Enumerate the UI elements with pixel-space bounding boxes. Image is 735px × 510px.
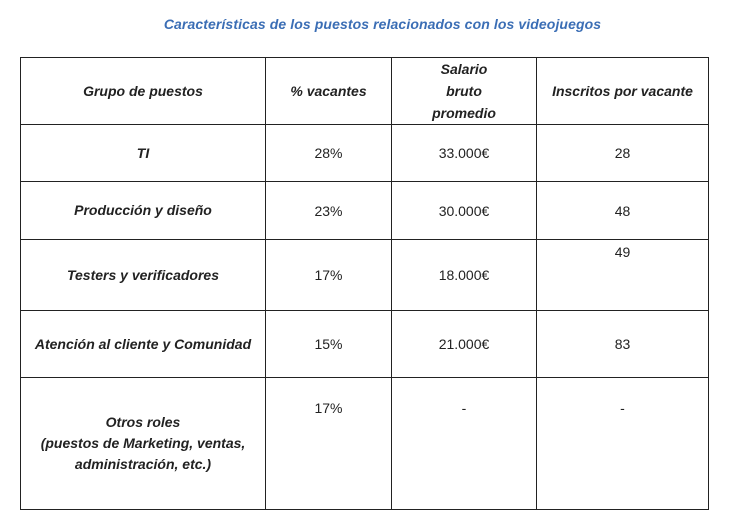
row-applicants: -	[537, 378, 709, 510]
row-applicants: 83	[537, 311, 709, 378]
row-group-name: Testers y verificadores	[21, 240, 266, 311]
table-row	[21, 240, 709, 311]
header-group: Grupo de puestos	[21, 58, 266, 125]
table-row	[21, 311, 709, 378]
row-salary: 18.000€	[392, 240, 537, 311]
job-characteristics-table	[20, 57, 709, 510]
row-group-detail: (puestos de Marketing, ventas, administración, etc.)	[40, 435, 246, 472]
row-vacancies: 15%	[266, 311, 392, 378]
row-salary: 21.000€	[392, 311, 537, 378]
row-group-name: Producción y diseño	[21, 182, 266, 240]
table-title: Características de los puestos relacionados con los videojuegos	[163, 16, 602, 32]
row-group-cell	[21, 378, 266, 510]
row-applicants: 49	[537, 240, 709, 311]
table-row	[21, 182, 709, 240]
row-salary: 33.000€	[392, 125, 537, 182]
row-vacancies: 28%	[266, 125, 392, 182]
header-salary: Salario bruto promedio	[392, 58, 537, 125]
header-applicants: Inscritos por vacante	[537, 58, 709, 125]
row-applicants: 48	[537, 182, 709, 240]
row-group-name: Otros roles	[105, 414, 181, 430]
row-vacancies: 23%	[266, 182, 392, 240]
row-vacancies: 17%	[266, 378, 392, 510]
table-row	[21, 125, 709, 182]
row-salary: -	[392, 378, 537, 510]
row-vacancies: 17%	[266, 240, 392, 311]
header-vacancies: % vacantes	[266, 58, 392, 125]
table-row	[21, 378, 709, 510]
row-applicants: 28	[537, 125, 709, 182]
row-group-name: TI	[21, 125, 266, 182]
table-header-row	[21, 58, 709, 125]
row-salary: 30.000€	[392, 182, 537, 240]
row-group-name: Atención al cliente y Comunidad	[21, 311, 266, 378]
